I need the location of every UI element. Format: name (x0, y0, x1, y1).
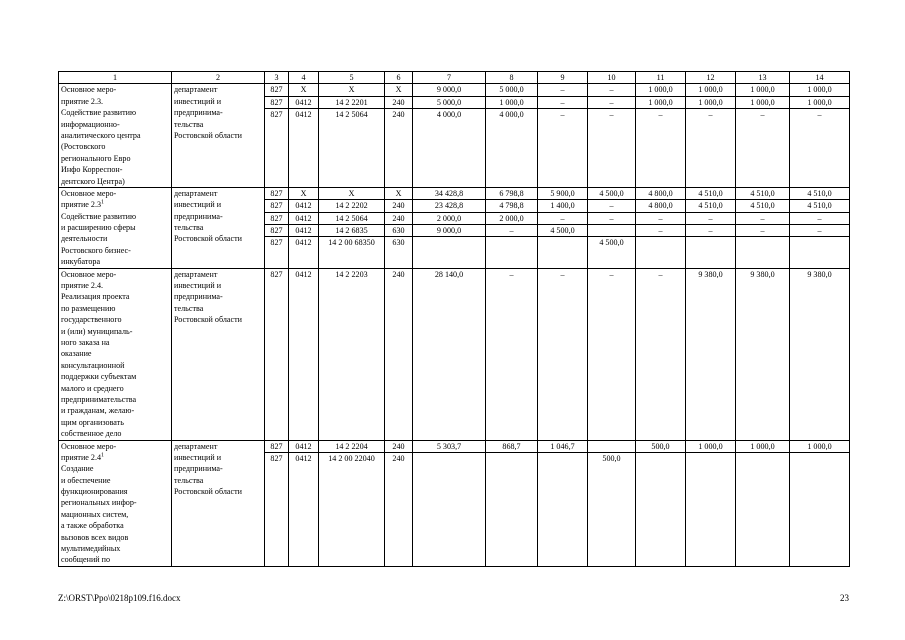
value-cell (413, 268, 486, 440)
executor-line: инвестиций и (174, 96, 222, 106)
value-line: Х (289, 84, 318, 96)
executor-cell (172, 84, 265, 188)
value-line: 2 000,0 (486, 213, 537, 225)
activity-name-line: регионального Евро (61, 153, 131, 163)
value-line (792, 237, 847, 248)
value-line: Х (319, 84, 384, 96)
value-line: 2 000,0 (413, 213, 485, 225)
table-row (59, 84, 850, 188)
executor-line: предпринима- (174, 292, 223, 302)
value-line: – (538, 97, 587, 109)
executor-line: инвестиций и (174, 452, 222, 462)
value-line: Х (319, 188, 384, 200)
activity-name-line: ного заказа на (61, 338, 110, 347)
value-line (588, 225, 635, 237)
value-line: 9 380,0 (750, 269, 775, 279)
footer-file-path: Z:\ORST\Ppo\0218p109.f16.docx (58, 593, 181, 603)
superscript-index: 1 (101, 199, 105, 206)
value-cell (413, 84, 486, 188)
activity-name-line: функционирования (61, 487, 128, 497)
value-line: 1 000,0 (636, 97, 685, 109)
activity-name-line: региональных инфор- (61, 498, 137, 508)
activity-name-line: консультационной (61, 360, 125, 370)
activity-name-line: вызовов всех видов (61, 532, 129, 542)
value-cell (636, 440, 686, 566)
value-line: – (736, 213, 789, 225)
value-line: 1 000,0 (686, 97, 735, 109)
value-line: 827 (265, 225, 288, 237)
value-cell (265, 268, 289, 440)
value-line: 1 000,0 (686, 84, 735, 96)
value-line: 34 428,8 (413, 188, 485, 200)
value-line: 0412 (295, 453, 312, 463)
value-line: 1 000,0 (736, 84, 789, 96)
value-line: – (658, 269, 663, 279)
value-cell (289, 440, 319, 566)
value-line: 4 500,0 (538, 225, 587, 237)
executor-line: департамент (174, 441, 218, 451)
value-line: Х (385, 84, 412, 96)
value-line: – (588, 200, 635, 212)
value-line: 4 510,0 (790, 188, 849, 200)
value-line (688, 453, 733, 464)
value-cell (790, 268, 850, 440)
value-line: 1 000,0 (636, 84, 685, 96)
value-line: 14 2 00 68350 (328, 238, 375, 248)
value-line: 14 2 2202 (319, 200, 384, 212)
column-header: 12 (686, 72, 736, 84)
executor-line: инвестиций и (174, 281, 222, 291)
value-line: 827 (270, 269, 283, 279)
page-number: 23 (840, 593, 849, 603)
executor-line: Ростовской области (174, 487, 242, 497)
activity-name-cell (59, 187, 172, 268)
value-line: 827 (270, 110, 283, 120)
value-line: – (658, 110, 663, 120)
value-line: – (686, 213, 735, 225)
value-line: 827 (270, 238, 283, 248)
value-line: 1 000,0 (686, 441, 735, 453)
value-cell (636, 187, 686, 268)
column-header: 6 (385, 72, 413, 84)
value-line (738, 453, 787, 464)
table-row (59, 440, 850, 566)
value-line: – (560, 269, 565, 279)
value-cell (385, 84, 413, 188)
executor-line: предпринима- (174, 108, 223, 118)
activity-name-line: оказание (61, 349, 92, 359)
column-header: 14 (790, 72, 850, 84)
value-line: – (736, 225, 789, 237)
value-line: – (790, 213, 849, 225)
executor-line: тельства (174, 475, 204, 485)
activity-name-line: инкубатора (61, 257, 101, 267)
value-cell (385, 268, 413, 440)
value-line (688, 237, 733, 248)
activity-name-line: Инфо Корреспон- (61, 165, 123, 175)
value-line (415, 237, 483, 248)
value-line: 23 428,8 (413, 200, 485, 212)
value-line: 14 2 00 22040 (328, 453, 375, 463)
value-cell (736, 440, 790, 566)
value-line (415, 453, 483, 464)
column-header: 3 (265, 72, 289, 84)
value-line: – (486, 225, 537, 237)
activity-name-line: аналитического центра (61, 130, 141, 140)
activity-name-line: Основное меро- (61, 85, 117, 95)
value-line: 827 (265, 200, 288, 212)
value-line: 827 (265, 97, 288, 109)
value-line: 0412 (289, 97, 318, 109)
activity-name-line: приятие $2.4^1$ (61, 452, 105, 462)
value-line: 14 2 5064 (319, 213, 384, 225)
column-header: 13 (736, 72, 790, 84)
activity-name-line: поддержки субъектам (61, 372, 137, 382)
activity-name-line: предпринимательства (61, 394, 137, 404)
value-cell (385, 187, 413, 268)
value-cell (265, 440, 289, 566)
value-line: – (509, 269, 514, 279)
activity-name-line: Основное меро- (61, 188, 117, 198)
value-cell (636, 84, 686, 188)
value-line: 14 2 2203 (335, 269, 368, 279)
activity-name-line: Создание (61, 464, 94, 474)
value-line: 14 2 5064 (335, 110, 368, 120)
activity-name-line: Реализация проекта (61, 292, 130, 302)
value-line: 240 (392, 110, 405, 120)
activity-name-line: щим организовать (61, 417, 124, 427)
value-cell (736, 187, 790, 268)
value-line: 0412 (289, 213, 318, 225)
activity-name-line: малого и среднего (61, 383, 124, 393)
activity-name-line: по размещению (61, 303, 116, 313)
value-cell (686, 84, 736, 188)
value-line: 4 000,0 (436, 110, 462, 120)
activity-name-cell (59, 440, 172, 566)
value-line: 5 000,0 (486, 84, 537, 96)
activity-name-cell (59, 268, 172, 440)
activity-name-line: Содействие развитию (61, 108, 137, 118)
value-cell (588, 268, 636, 440)
activity-name-line: приятие $2.3^1$ (61, 199, 105, 210)
activity-name-line: информационно- (61, 119, 120, 129)
value-line: 500,0 (602, 453, 621, 463)
executor-line: департамент (174, 188, 218, 198)
value-line (540, 453, 585, 464)
value-line: 5 303,7 (413, 441, 485, 453)
value-line (638, 453, 683, 464)
executor-cell (172, 187, 265, 268)
value-cell (319, 268, 385, 440)
value-line: 827 (265, 441, 288, 453)
activity-name-line: и гражданам, желаю- (61, 406, 135, 416)
value-line: 4 510,0 (736, 188, 789, 200)
value-line: 6 798,8 (486, 188, 537, 200)
value-cell (790, 84, 850, 188)
value-line: 0412 (295, 238, 312, 248)
value-line: 4 510,0 (790, 200, 849, 212)
value-cell (486, 187, 538, 268)
value-line: – (708, 110, 713, 120)
value-line: – (588, 213, 635, 225)
activity-name-line: а также обработка (61, 521, 124, 531)
value-line: – (560, 110, 565, 120)
value-line: 827 (265, 188, 288, 200)
value-line: – (636, 213, 685, 225)
budget-table (58, 71, 850, 567)
value-line: – (817, 110, 822, 120)
executor-line: тельства (174, 223, 204, 233)
activity-name-line: сообщений по (61, 555, 111, 565)
value-cell (486, 268, 538, 440)
executor-line: департамент (174, 85, 218, 95)
value-line: 1 000,0 (486, 97, 537, 109)
value-line: – (538, 213, 587, 225)
value-line: 4 800,0 (636, 188, 685, 200)
activity-name-line: собственное дело (61, 429, 122, 439)
executor-line: предпринима- (174, 464, 223, 474)
activity-name-line: Основное меро- (61, 441, 117, 451)
executor-line: тельства (174, 119, 204, 129)
header-row (59, 72, 850, 84)
value-cell (319, 84, 385, 188)
value-line: 630 (385, 225, 412, 237)
value-line (540, 237, 585, 248)
value-line: 4 510,0 (686, 188, 735, 200)
column-header: 7 (413, 72, 486, 84)
value-cell (289, 187, 319, 268)
executor-line: инвестиций и (174, 200, 222, 210)
column-header: 11 (636, 72, 686, 84)
table-row (59, 268, 850, 440)
value-cell (736, 268, 790, 440)
executor-line: тельства (174, 303, 204, 313)
activity-name-line: (Ростовского (61, 142, 106, 152)
activity-name-line: Содействие развитию (61, 211, 137, 221)
value-line: Х (289, 188, 318, 200)
value-line: 500,0 (636, 441, 685, 453)
value-line: 9 000,0 (413, 84, 485, 96)
activity-name-line: Основное меро- (61, 269, 117, 279)
value-line: 1 400,0 (538, 200, 587, 212)
value-line (488, 237, 535, 248)
value-line: 240 (392, 453, 405, 463)
superscript-index: 1 (101, 452, 105, 459)
value-line: 5 000,0 (413, 97, 485, 109)
value-line (488, 453, 535, 464)
value-line: 4 500,0 (588, 188, 635, 200)
value-line: 0412 (289, 441, 318, 453)
value-line: 0412 (289, 200, 318, 212)
value-line: 630 (392, 238, 405, 248)
value-line: – (686, 225, 735, 237)
value-line: 14 2 6835 (319, 225, 384, 237)
value-cell (538, 187, 588, 268)
executor-line: департамент (174, 269, 218, 279)
value-line (738, 237, 787, 248)
value-cell (790, 440, 850, 566)
value-line: 4 500,0 (599, 238, 624, 248)
column-header: 8 (486, 72, 538, 84)
value-cell (413, 440, 486, 566)
column-header: 4 (289, 72, 319, 84)
activity-name-line: и обеспечение (61, 475, 111, 485)
value-cell (538, 84, 588, 188)
executor-line: Ростовской области (174, 315, 242, 325)
value-line: 9 380,0 (698, 269, 723, 279)
value-line: 868,7 (486, 441, 537, 453)
value-line: 14 2 2204 (319, 441, 384, 453)
value-cell (319, 440, 385, 566)
executor-line: Ростовской области (174, 130, 242, 140)
value-line (588, 441, 635, 453)
value-line: 240 (385, 213, 412, 225)
value-line: Х (385, 188, 412, 200)
value-line: – (760, 110, 765, 120)
executor-line: предпринима- (174, 211, 223, 221)
value-line: 4 798,8 (486, 200, 537, 212)
value-line (792, 453, 847, 464)
value-line: 827 (270, 453, 283, 463)
value-cell (486, 84, 538, 188)
column-header: 10 (588, 72, 636, 84)
value-cell (319, 187, 385, 268)
value-cell (686, 187, 736, 268)
value-line: – (538, 84, 587, 96)
value-line: – (636, 225, 685, 237)
column-header: 5 (319, 72, 385, 84)
value-cell (588, 187, 636, 268)
activity-name-line: дентского Центра) (61, 176, 125, 186)
value-line: 9 380,0 (807, 269, 832, 279)
value-line: 5 900,0 (538, 188, 587, 200)
value-cell (636, 268, 686, 440)
activity-name-cell (59, 84, 172, 188)
value-cell (289, 268, 319, 440)
value-line: 240 (385, 441, 412, 453)
activity-name-line: деятельности (61, 234, 108, 244)
activity-name-line: государственного (61, 315, 122, 325)
value-line: 28 140,0 (434, 269, 464, 279)
activity-name-line: Ростовского бизнес- (61, 245, 131, 255)
value-line: 827 (265, 213, 288, 225)
value-line: – (588, 97, 635, 109)
column-header: 1 (59, 72, 172, 84)
value-cell (588, 440, 636, 566)
value-line: 240 (392, 269, 405, 279)
value-line: 14 2 2201 (319, 97, 384, 109)
executor-cell (172, 268, 265, 440)
value-cell (486, 440, 538, 566)
value-cell (538, 440, 588, 566)
value-cell (265, 187, 289, 268)
value-line: 4 000,0 (499, 110, 524, 120)
value-cell (790, 187, 850, 268)
value-line: 240 (385, 200, 412, 212)
value-cell (413, 187, 486, 268)
value-line: 827 (265, 84, 288, 96)
value-cell (538, 268, 588, 440)
value-line: 1 000,0 (790, 441, 849, 453)
executor-line: Ростовской области (174, 234, 242, 244)
value-line: 1 046,7 (538, 441, 587, 453)
value-line: – (609, 269, 614, 279)
value-line: 0412 (295, 269, 312, 279)
value-line: 1 000,0 (790, 84, 849, 96)
value-line: 9 000,0 (413, 225, 485, 237)
value-cell (385, 440, 413, 566)
column-header: 2 (172, 72, 265, 84)
activity-name-line: мационных систем, (61, 509, 129, 519)
value-line: 4 510,0 (686, 200, 735, 212)
executor-cell (172, 440, 265, 566)
value-line: – (588, 84, 635, 96)
value-line (638, 237, 683, 248)
value-line: – (790, 225, 849, 237)
value-line: 0412 (295, 110, 312, 120)
activity-name-line: мультимедийных (61, 544, 121, 554)
value-cell (736, 84, 790, 188)
value-line: – (609, 110, 614, 120)
value-line: 0412 (289, 225, 318, 237)
value-cell (686, 268, 736, 440)
value-line: 4 800,0 (636, 200, 685, 212)
activity-name-line: приятие 2.4. (61, 281, 104, 291)
value-cell (265, 84, 289, 188)
column-header: 9 (538, 72, 588, 84)
activity-name-line: и (или) муниципаль- (61, 326, 133, 336)
activity-name-line: и расширению сферы (61, 223, 136, 233)
value-line: 240 (385, 97, 412, 109)
value-line: 1 000,0 (790, 97, 849, 109)
value-line: 1 000,0 (736, 97, 789, 109)
value-cell (289, 84, 319, 188)
value-line: 4 510,0 (736, 200, 789, 212)
activity-name-line: приятие 2.3. (61, 96, 104, 106)
value-line: 1 000,0 (736, 441, 789, 453)
value-cell (686, 440, 736, 566)
value-cell (588, 84, 636, 188)
table-row (59, 187, 850, 268)
